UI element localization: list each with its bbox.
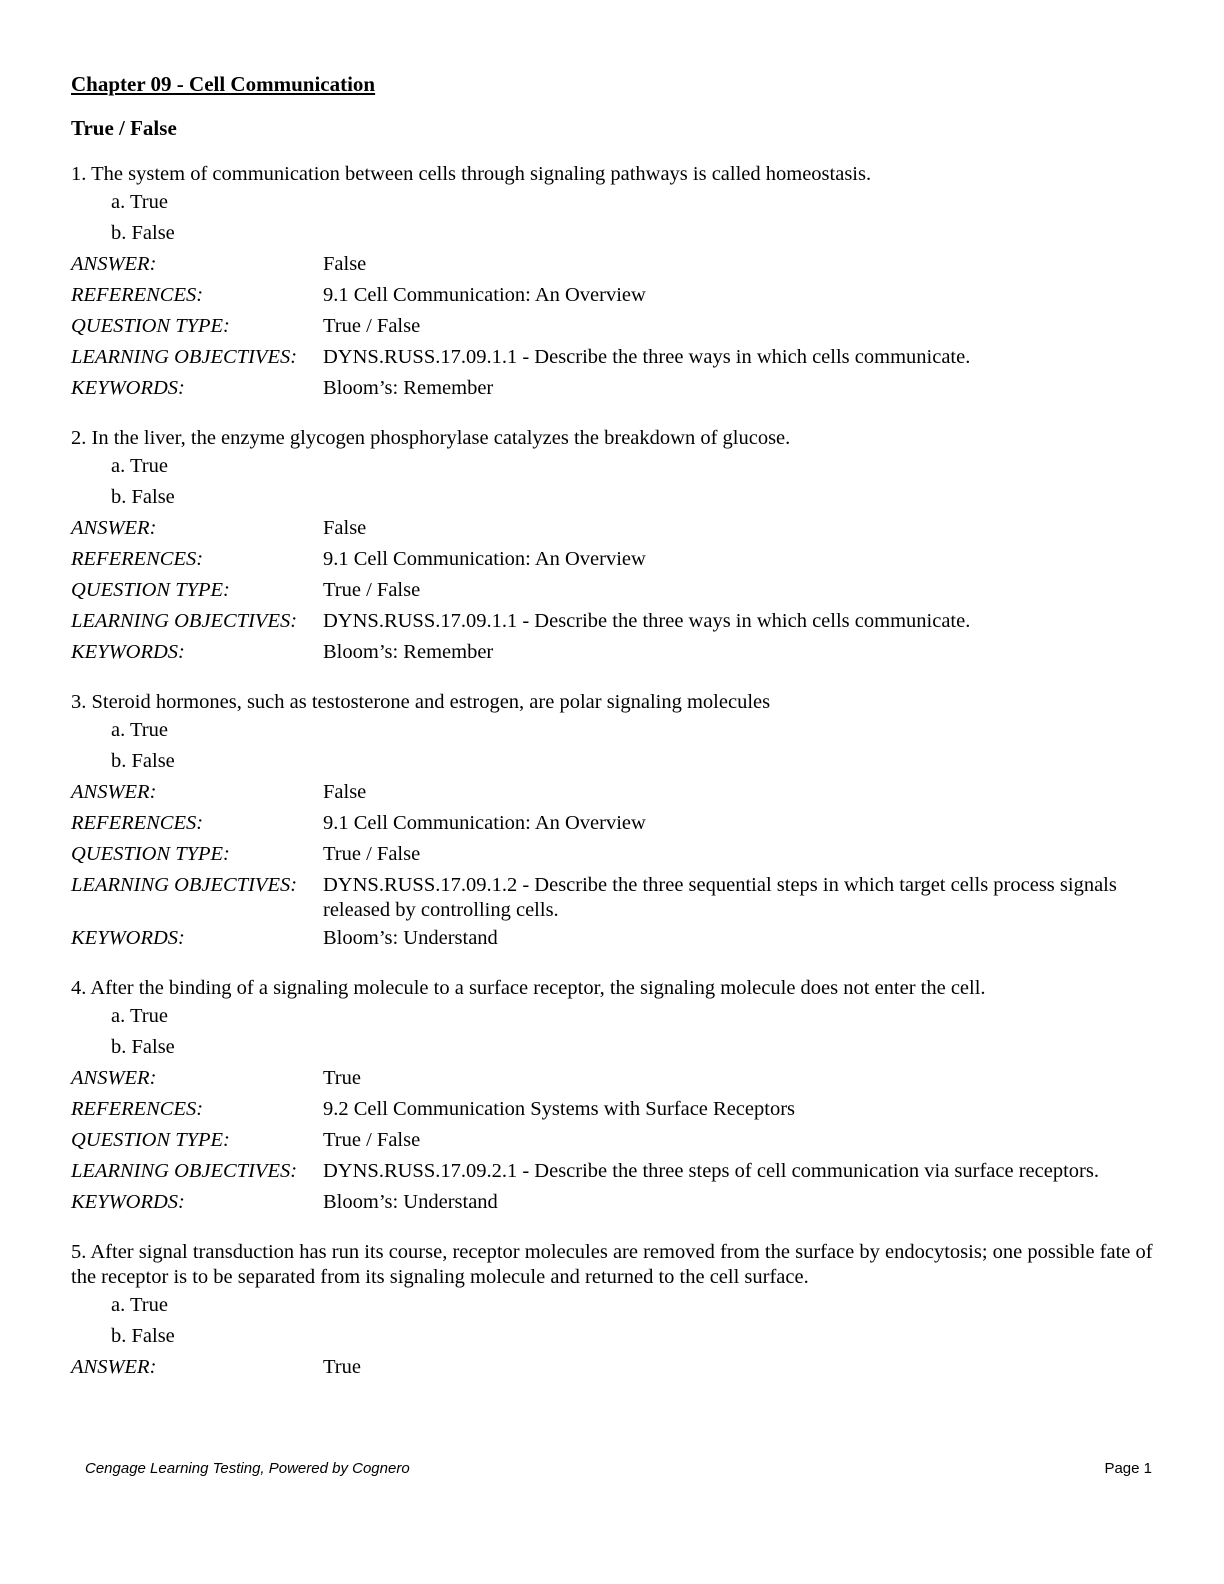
references-label: REFERENCES: xyxy=(71,548,204,570)
document-page xyxy=(71,70,1156,1383)
question-type-row xyxy=(71,311,1156,342)
answer-row xyxy=(71,777,1156,808)
keywords-row xyxy=(71,637,1156,668)
option-b: b. False xyxy=(111,1036,175,1058)
learning-objectives-label: LEARNING OBJECTIVES: xyxy=(71,1160,298,1182)
answer-row xyxy=(71,249,1156,280)
question-type-row xyxy=(71,1125,1156,1156)
question-block xyxy=(71,976,1156,1218)
learning-objectives-row xyxy=(71,606,1156,637)
learning-objectives-row xyxy=(71,342,1156,373)
references-value: 9.2 Cell Communication Systems with Surface Receptors xyxy=(323,1098,796,1120)
answer-label: ANSWER: xyxy=(71,1067,157,1089)
learning-objectives-row xyxy=(71,870,1156,923)
references-label: REFERENCES: xyxy=(71,284,204,306)
option-a: a. True xyxy=(111,191,168,213)
option-b: b. False xyxy=(111,1325,175,1347)
answer-row xyxy=(71,1352,1156,1383)
learning-objectives-label: LEARNING OBJECTIVES: xyxy=(71,346,298,368)
question-type-row xyxy=(71,575,1156,606)
option-b: b. False xyxy=(111,222,175,244)
references-row xyxy=(71,544,1156,575)
answer-row xyxy=(71,513,1156,544)
learning-objectives-value: DYNS.RUSS.17.09.1.1 - Describe the three ways in which cells communicate. xyxy=(323,610,971,632)
option-a: a. True xyxy=(111,1294,168,1316)
question-text: 3. Steroid hormones, such as testosterone and estrogen, are polar signaling molecules xyxy=(71,691,771,713)
answer-value: False xyxy=(323,253,367,275)
question-block xyxy=(71,1240,1156,1383)
question-block xyxy=(71,162,1156,404)
learning-objectives-value: DYNS.RUSS.17.09.1.1 - Describe the three ways in which cells communicate. xyxy=(323,346,971,368)
references-label: REFERENCES: xyxy=(71,812,204,834)
answer-value: False xyxy=(323,781,367,803)
question-type-value: True / False xyxy=(323,315,421,337)
question-text: 5. After signal transduction has run its course, receptor molecules are removed from the surface by endocytosis; one possible fate of the receptor is to be separated from its signaling molecule and returned to the cell surface. xyxy=(71,1241,1153,1288)
option-b: b. False xyxy=(111,486,175,508)
question-type-value: True / False xyxy=(323,579,421,601)
references-value: 9.1 Cell Communication: An Overview xyxy=(323,284,646,306)
question-type-label: QUESTION TYPE: xyxy=(71,315,230,337)
keywords-value: Bloom’s: Understand xyxy=(323,927,498,949)
section-title: True / False xyxy=(71,116,177,140)
references-row xyxy=(71,280,1156,311)
references-label: REFERENCES: xyxy=(71,1098,204,1120)
learning-objectives-label: LEARNING OBJECTIVES: xyxy=(71,874,298,896)
question-type-value: True / False xyxy=(323,843,421,865)
answer-label: ANSWER: xyxy=(71,253,157,275)
answer-value: True xyxy=(323,1067,361,1089)
keywords-value: Bloom’s: Remember xyxy=(323,377,494,399)
keywords-value: Bloom’s: Understand xyxy=(323,1191,498,1213)
question-type-label: QUESTION TYPE: xyxy=(71,579,230,601)
option-b: b. False xyxy=(111,750,175,772)
page-footer xyxy=(85,1460,1152,1480)
option-a: a. True xyxy=(111,1005,168,1027)
references-row xyxy=(71,808,1156,839)
chapter-title: Chapter 09 - Cell Communication xyxy=(71,72,376,96)
keywords-label: KEYWORDS: xyxy=(71,927,185,949)
question-text: 1. The system of communication between cells through signaling pathways is called homeostasis. xyxy=(71,163,872,185)
keywords-row xyxy=(71,923,1156,954)
question-text: 4. After the binding of a signaling molecule to a surface receptor, the signaling molecule does not enter the cell. xyxy=(71,977,986,999)
question-block xyxy=(71,690,1156,954)
footer-publisher: Cengage Learning Testing, Powered by Cognero xyxy=(85,1460,410,1477)
answer-value: False xyxy=(323,517,367,539)
answer-label: ANSWER: xyxy=(71,517,157,539)
question-type-label: QUESTION TYPE: xyxy=(71,1129,230,1151)
page-number: Page 1 xyxy=(1104,1460,1152,1477)
keywords-row xyxy=(71,373,1156,404)
option-a: a. True xyxy=(111,719,168,741)
references-value: 9.1 Cell Communication: An Overview xyxy=(323,812,646,834)
learning-objectives-row xyxy=(71,1156,1156,1187)
keywords-label: KEYWORDS: xyxy=(71,1191,185,1213)
keywords-label: KEYWORDS: xyxy=(71,377,185,399)
answer-value: True xyxy=(323,1356,361,1378)
keywords-label: KEYWORDS: xyxy=(71,641,185,663)
answer-label: ANSWER: xyxy=(71,1356,157,1378)
option-a: a. True xyxy=(111,455,168,477)
references-value: 9.1 Cell Communication: An Overview xyxy=(323,548,646,570)
question-type-value: True / False xyxy=(323,1129,421,1151)
question-type-label: QUESTION TYPE: xyxy=(71,843,230,865)
answer-label: ANSWER: xyxy=(71,781,157,803)
references-row xyxy=(71,1094,1156,1125)
keywords-row xyxy=(71,1187,1156,1218)
question-type-row xyxy=(71,839,1156,870)
learning-objectives-value: DYNS.RUSS.17.09.2.1 - Describe the three steps of cell communication via surface receptors. xyxy=(323,1160,1099,1182)
learning-objectives-label: LEARNING OBJECTIVES: xyxy=(71,610,298,632)
learning-objectives-value: DYNS.RUSS.17.09.1.2 - Describe the three sequential steps in which target cells process signals released by controlling cells. xyxy=(323,874,1117,921)
keywords-value: Bloom’s: Remember xyxy=(323,641,494,663)
question-text: 2. In the liver, the enzyme glycogen phosphorylase catalyzes the breakdown of glucose. xyxy=(71,427,791,449)
answer-row xyxy=(71,1063,1156,1094)
question-block xyxy=(71,426,1156,668)
